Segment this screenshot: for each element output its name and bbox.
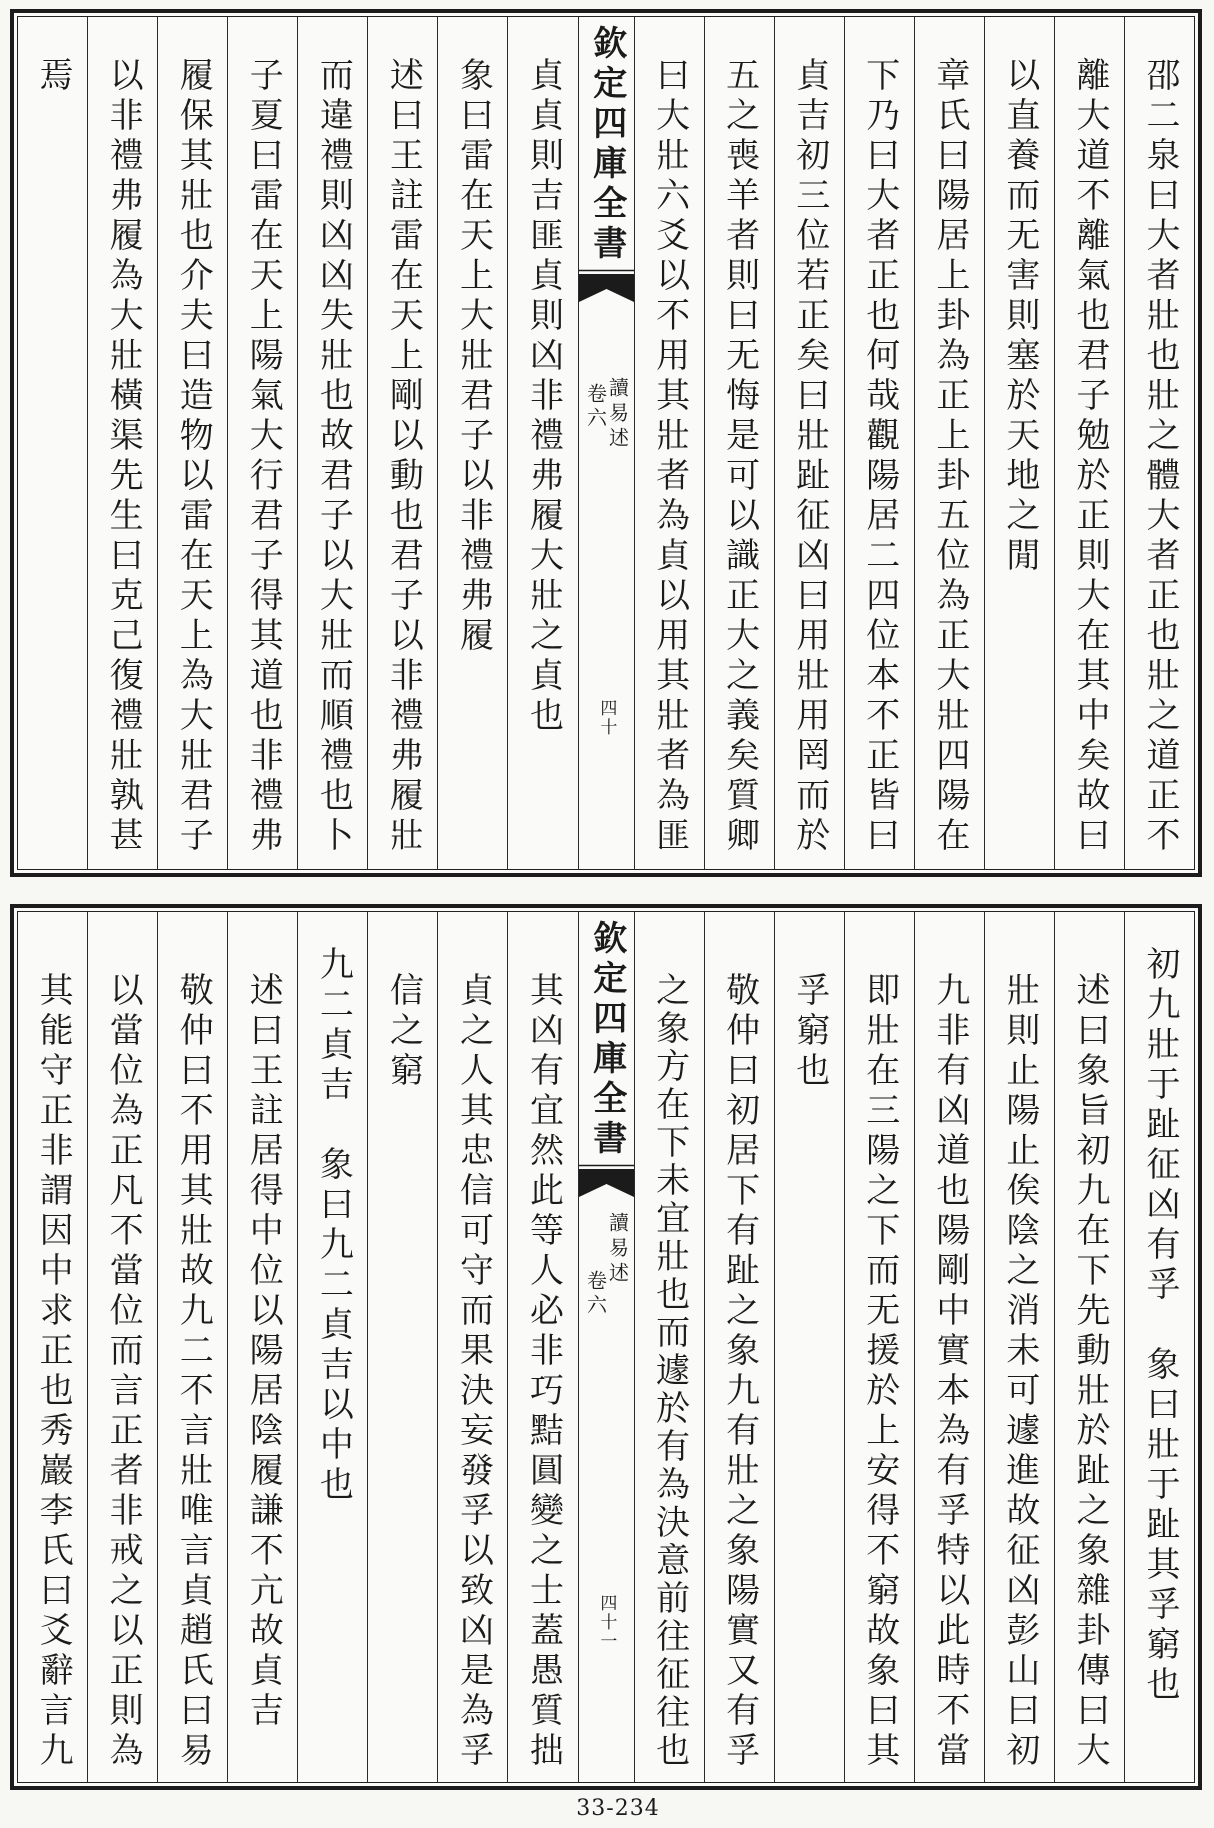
series-title: 欽定四庫全書 bbox=[586, 920, 627, 1160]
text-column bbox=[297, 912, 367, 1782]
column-text: 初九壯于趾征凶有孚 象曰壯于趾其孚窮也 bbox=[1140, 946, 1181, 1706]
text-column bbox=[157, 912, 227, 1782]
bottom-half-page bbox=[10, 904, 1202, 1790]
text-column bbox=[367, 17, 437, 869]
text-column bbox=[704, 912, 774, 1782]
column-text: 九二貞吉 象曰九二貞吉以中也 bbox=[313, 946, 354, 1506]
volume-label: 卷六 bbox=[583, 1270, 608, 1318]
column-text: 其凶有宜然此等人必非巧黠圓變之士蓋愚質拙 bbox=[523, 972, 564, 1772]
top-half-page bbox=[10, 9, 1202, 877]
text-column bbox=[437, 912, 507, 1782]
page-frame bbox=[17, 911, 1195, 1783]
column-text: 象曰雷在天上大壯君子以非禮弗履 bbox=[453, 57, 494, 657]
book-title: 讀易述 bbox=[605, 377, 630, 452]
column-text: 貞之人其忠信可守而果決妄發孚以致凶是為孚 bbox=[453, 972, 494, 1772]
column-text: 子夏曰雷在天上陽氣大行君子得其道也非禮弗 bbox=[243, 57, 284, 857]
text-column bbox=[774, 17, 844, 869]
text-column bbox=[87, 912, 157, 1782]
column-text: 履保其壯也介夫曰造物以雷在天上為大壯君子 bbox=[173, 57, 214, 857]
page-number: 33-234 bbox=[576, 1796, 660, 1821]
column-text: 曰大壯六爻以不用其壯者為貞以用其壯者為匪 bbox=[649, 57, 690, 857]
text-column bbox=[507, 912, 577, 1782]
column-text: 壯則止陽止俟陰之消未可遽進故征凶彭山曰初 bbox=[999, 972, 1040, 1772]
column-text: 而違禮則凶凶失壯也故君子以大壯而順禮也卜 bbox=[313, 57, 354, 857]
column-text: 述曰王註居得中位以陽居陰履謙不亢故貞吉 bbox=[243, 972, 284, 1732]
text-column bbox=[984, 912, 1054, 1782]
text-column bbox=[1054, 17, 1124, 869]
text-column bbox=[844, 912, 914, 1782]
text-column bbox=[507, 17, 577, 869]
text-column bbox=[437, 17, 507, 869]
text-column bbox=[914, 17, 984, 869]
column-text: 以直養而无害則塞於天地之閒 bbox=[999, 57, 1040, 577]
column-text: 下乃曰大者正也何哉觀陽居二四位本不正皆曰 bbox=[859, 57, 900, 857]
fishtail-ornament bbox=[579, 269, 634, 305]
column-text: 之象方在下未宜壯也而遽於有為決意前往征往也 bbox=[649, 972, 690, 1770]
text-column bbox=[914, 912, 984, 1782]
column-text: 述曰王註雷在天上剛以動也君子以非禮弗履壯 bbox=[383, 57, 424, 857]
text-column bbox=[297, 17, 367, 869]
text-column bbox=[844, 17, 914, 869]
fishtail-ornament bbox=[579, 1164, 634, 1200]
column-text: 以非禮弗履為大壯橫渠先生曰克己復禮壯孰甚 bbox=[103, 57, 144, 857]
column-text: 邵二泉曰大者壯也壯之體大者正也壯之道正不 bbox=[1140, 57, 1181, 857]
column-text: 述曰象旨初九在下先動壯於趾之象雜卦傳曰大 bbox=[1069, 972, 1110, 1772]
column-text: 即壯在三陽之下而无援於上安得不窮故象曰其 bbox=[859, 972, 900, 1772]
text-column bbox=[227, 17, 297, 869]
text-column bbox=[704, 17, 774, 869]
text-column bbox=[634, 912, 704, 1782]
center-fold bbox=[578, 912, 634, 1782]
page-frame bbox=[17, 16, 1195, 870]
text-column bbox=[1124, 912, 1194, 1782]
text-column bbox=[87, 17, 157, 869]
text-column bbox=[18, 17, 87, 869]
center-fold bbox=[578, 17, 634, 869]
column-text: 離大道不離氣也君子勉於正則大在其中矣故曰 bbox=[1069, 57, 1110, 857]
column-text: 貞貞則吉匪貞則凶非禮弗履大壯之貞也 bbox=[523, 57, 564, 737]
column-text: 章氏曰陽居上卦為正上卦五位為正大壯四陽在 bbox=[929, 57, 970, 857]
column-text: 焉 bbox=[33, 57, 74, 97]
text-column bbox=[984, 17, 1054, 869]
text-column bbox=[157, 17, 227, 869]
text-column bbox=[1124, 17, 1194, 869]
column-text: 九非有凶道也陽剛中實本為有孚特以此時不當 bbox=[929, 972, 970, 1772]
text-column bbox=[634, 17, 704, 869]
column-text: 信之窮 bbox=[383, 972, 424, 1092]
column-text: 其能守正非謂因中求正也秀巖李氏曰爻辭言九 bbox=[33, 972, 74, 1772]
text-column bbox=[1054, 912, 1124, 1782]
book-title: 讀易述 bbox=[605, 1212, 630, 1287]
volume-label: 卷六 bbox=[583, 383, 608, 431]
column-text: 五之喪羊者則曰无悔是可以識正大之義矣質卿 bbox=[719, 57, 760, 857]
series-title: 欽定四庫全書 bbox=[586, 25, 627, 265]
folio-number: 四十一 bbox=[596, 1594, 617, 1651]
column-text: 敬仲曰不用其壯故九二不言壯唯言貞趙氏曰易 bbox=[173, 972, 214, 1772]
text-column bbox=[774, 912, 844, 1782]
folio-number: 四十 bbox=[596, 699, 617, 737]
column-text: 貞吉初三位若正矣曰壯趾征凶曰用壯用罔而於 bbox=[789, 57, 830, 857]
text-column bbox=[227, 912, 297, 1782]
column-text: 以當位為正凡不當位而言正者非戒之以正則為 bbox=[103, 972, 144, 1772]
column-text: 敬仲曰初居下有趾之象九有壯之象陽實又有孚 bbox=[719, 972, 760, 1772]
text-column bbox=[18, 912, 87, 1782]
text-column bbox=[367, 912, 437, 1782]
column-text: 孚窮也 bbox=[789, 972, 830, 1092]
